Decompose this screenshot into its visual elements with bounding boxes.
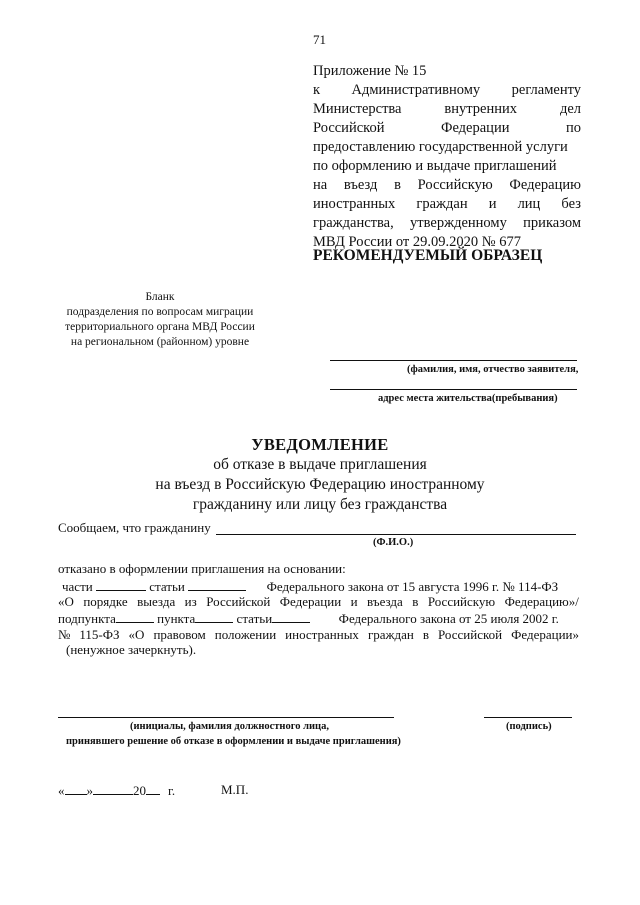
year-suffix: г.: [168, 783, 176, 798]
appendix-word: граждан: [416, 196, 468, 212]
appendix-word: иностранных: [313, 196, 396, 212]
blank-block: [40, 290, 280, 350]
body-word: въезда: [367, 594, 403, 609]
applicant-name-line: [330, 360, 577, 361]
appendix-word: Министерства: [313, 101, 402, 117]
notice-title-line: на въезд в Российскую Федерацию иностранному: [155, 476, 485, 493]
page-number: 71: [313, 32, 326, 47]
body-word: в: [422, 627, 430, 642]
appendix-line: по оформлению и выдаче приглашений: [313, 158, 557, 174]
body-word: «О: [58, 594, 74, 609]
date-close-quote: »: [86, 783, 93, 798]
blank-line: Бланк: [145, 291, 175, 303]
fio-line: [216, 534, 576, 535]
appendix-word: лиц: [517, 196, 541, 212]
appendix-line: предоставлению государственной услуги: [313, 139, 568, 155]
body-line-4: [58, 610, 559, 627]
part-blank: [96, 578, 146, 591]
body-word: выезда: [137, 594, 176, 609]
date-line: [58, 782, 175, 799]
body-line-6: (ненужное зачеркнуть).: [66, 642, 197, 657]
date-open-quote: «: [58, 783, 65, 798]
month-blank: [93, 782, 133, 795]
appendix-word: утвержденному: [410, 215, 507, 231]
appendix-word: Административному: [351, 82, 481, 98]
official-caption-2: принявшего решение об отказе в оформлении и выдаче приглашения): [66, 736, 401, 747]
appendix-word: гражданства,: [313, 215, 394, 231]
body-line-1: отказано в оформлении приглашения на основании:: [58, 561, 346, 576]
official-line: [58, 717, 394, 718]
body-word: в: [412, 594, 419, 609]
appendix-word: без: [561, 196, 581, 212]
notice-title: [120, 435, 520, 515]
point-blank: [195, 610, 233, 623]
body-word: «О: [128, 627, 145, 642]
body-word: Федерации: [279, 594, 342, 609]
body-line-2: [62, 578, 558, 595]
official-caption-1: (инициалы, фамилия должностного лица,: [130, 721, 329, 732]
body-word: Федерацию»/: [504, 594, 579, 609]
appendix-word: дел: [559, 101, 581, 117]
subpoint-blank: [116, 610, 154, 623]
fio-caption: (Ф.И.О.): [373, 537, 414, 548]
article-label: статьи: [149, 579, 185, 594]
body-word: иностранных: [285, 627, 359, 642]
appendix-line: МВД России от 29.09.2020 № 677: [313, 234, 521, 250]
body-word: Российской: [438, 627, 503, 642]
point-label: пункта: [157, 611, 196, 626]
law-114-ref: Федерального закона от 15 августа 1996 г. № 114-ФЗ: [266, 579, 559, 594]
appendix-word: Федерации: [440, 120, 510, 136]
body-word: правовом: [153, 627, 206, 642]
appendix-word: регламенту: [511, 82, 581, 98]
body-word: из: [184, 594, 197, 609]
body-word: граждан: [367, 627, 414, 642]
blank-line: территориального органа МВД России: [65, 321, 255, 333]
subpoint-label: подпункта: [58, 611, 116, 626]
article-label: статьи: [236, 611, 273, 626]
part-label: части: [62, 579, 93, 594]
appendix-word: Федерацию: [509, 177, 581, 193]
applicant-address-line: [330, 389, 577, 390]
body-line-5: [58, 627, 579, 643]
appendix-word: в: [394, 177, 401, 193]
body-line-3: [58, 594, 579, 610]
appendix-word: внутренних: [444, 101, 518, 117]
notice-title-main: УВЕДОМЛЕНИЕ: [251, 435, 389, 454]
signature-caption: (подпись): [506, 721, 552, 732]
body-word: 115-ФЗ: [79, 627, 120, 642]
appendix-word: и: [488, 196, 497, 212]
year-blank: [146, 782, 160, 795]
sample-heading: РЕКОМЕНДУЕМЫЙ ОБРАЗЕЦ: [313, 247, 543, 264]
appendix-word: к: [313, 82, 321, 98]
appendix-word: въезд: [343, 177, 378, 193]
body-word: №: [58, 627, 71, 642]
applicant-address-caption: адрес места жительства(пребывания): [378, 393, 558, 404]
blank-line: подразделения по вопросам миграции: [66, 306, 254, 318]
body-word: положении: [214, 627, 277, 642]
year-prefix: 20: [133, 783, 146, 798]
applicant-name-caption: (фамилия, имя, отчество заявителя,: [407, 364, 579, 375]
day-blank: [65, 782, 87, 795]
body-word: Российскую: [427, 594, 496, 609]
body-word: Российской: [206, 594, 271, 609]
body-word: Федерации»: [511, 627, 579, 642]
inform-text: Сообщаем, что гражданину: [58, 520, 211, 535]
appendix-line: Приложение № 15: [313, 63, 427, 79]
appendix-block: [313, 62, 581, 252]
blank-line: на региональном (районном) уровне: [70, 336, 250, 348]
appendix-word: Российской: [313, 120, 385, 136]
notice-title-line: гражданину или лицу без гражданства: [192, 496, 448, 513]
appendix-word: по: [565, 120, 581, 136]
article-blank: [272, 610, 310, 623]
body-word: порядке: [83, 594, 128, 609]
law-115-ref: Федерального закона от 25 июля 2002 г.: [338, 611, 559, 626]
stamp-label: М.П.: [221, 782, 249, 797]
signature-line: [484, 717, 572, 718]
appendix-word: приказом: [523, 215, 581, 231]
article-blank: [188, 578, 246, 591]
appendix-word: на: [313, 177, 328, 193]
notice-title-line: об отказе в выдаче приглашения: [213, 456, 427, 473]
appendix-word: Российскую: [417, 177, 493, 193]
body-word: и: [350, 594, 358, 609]
